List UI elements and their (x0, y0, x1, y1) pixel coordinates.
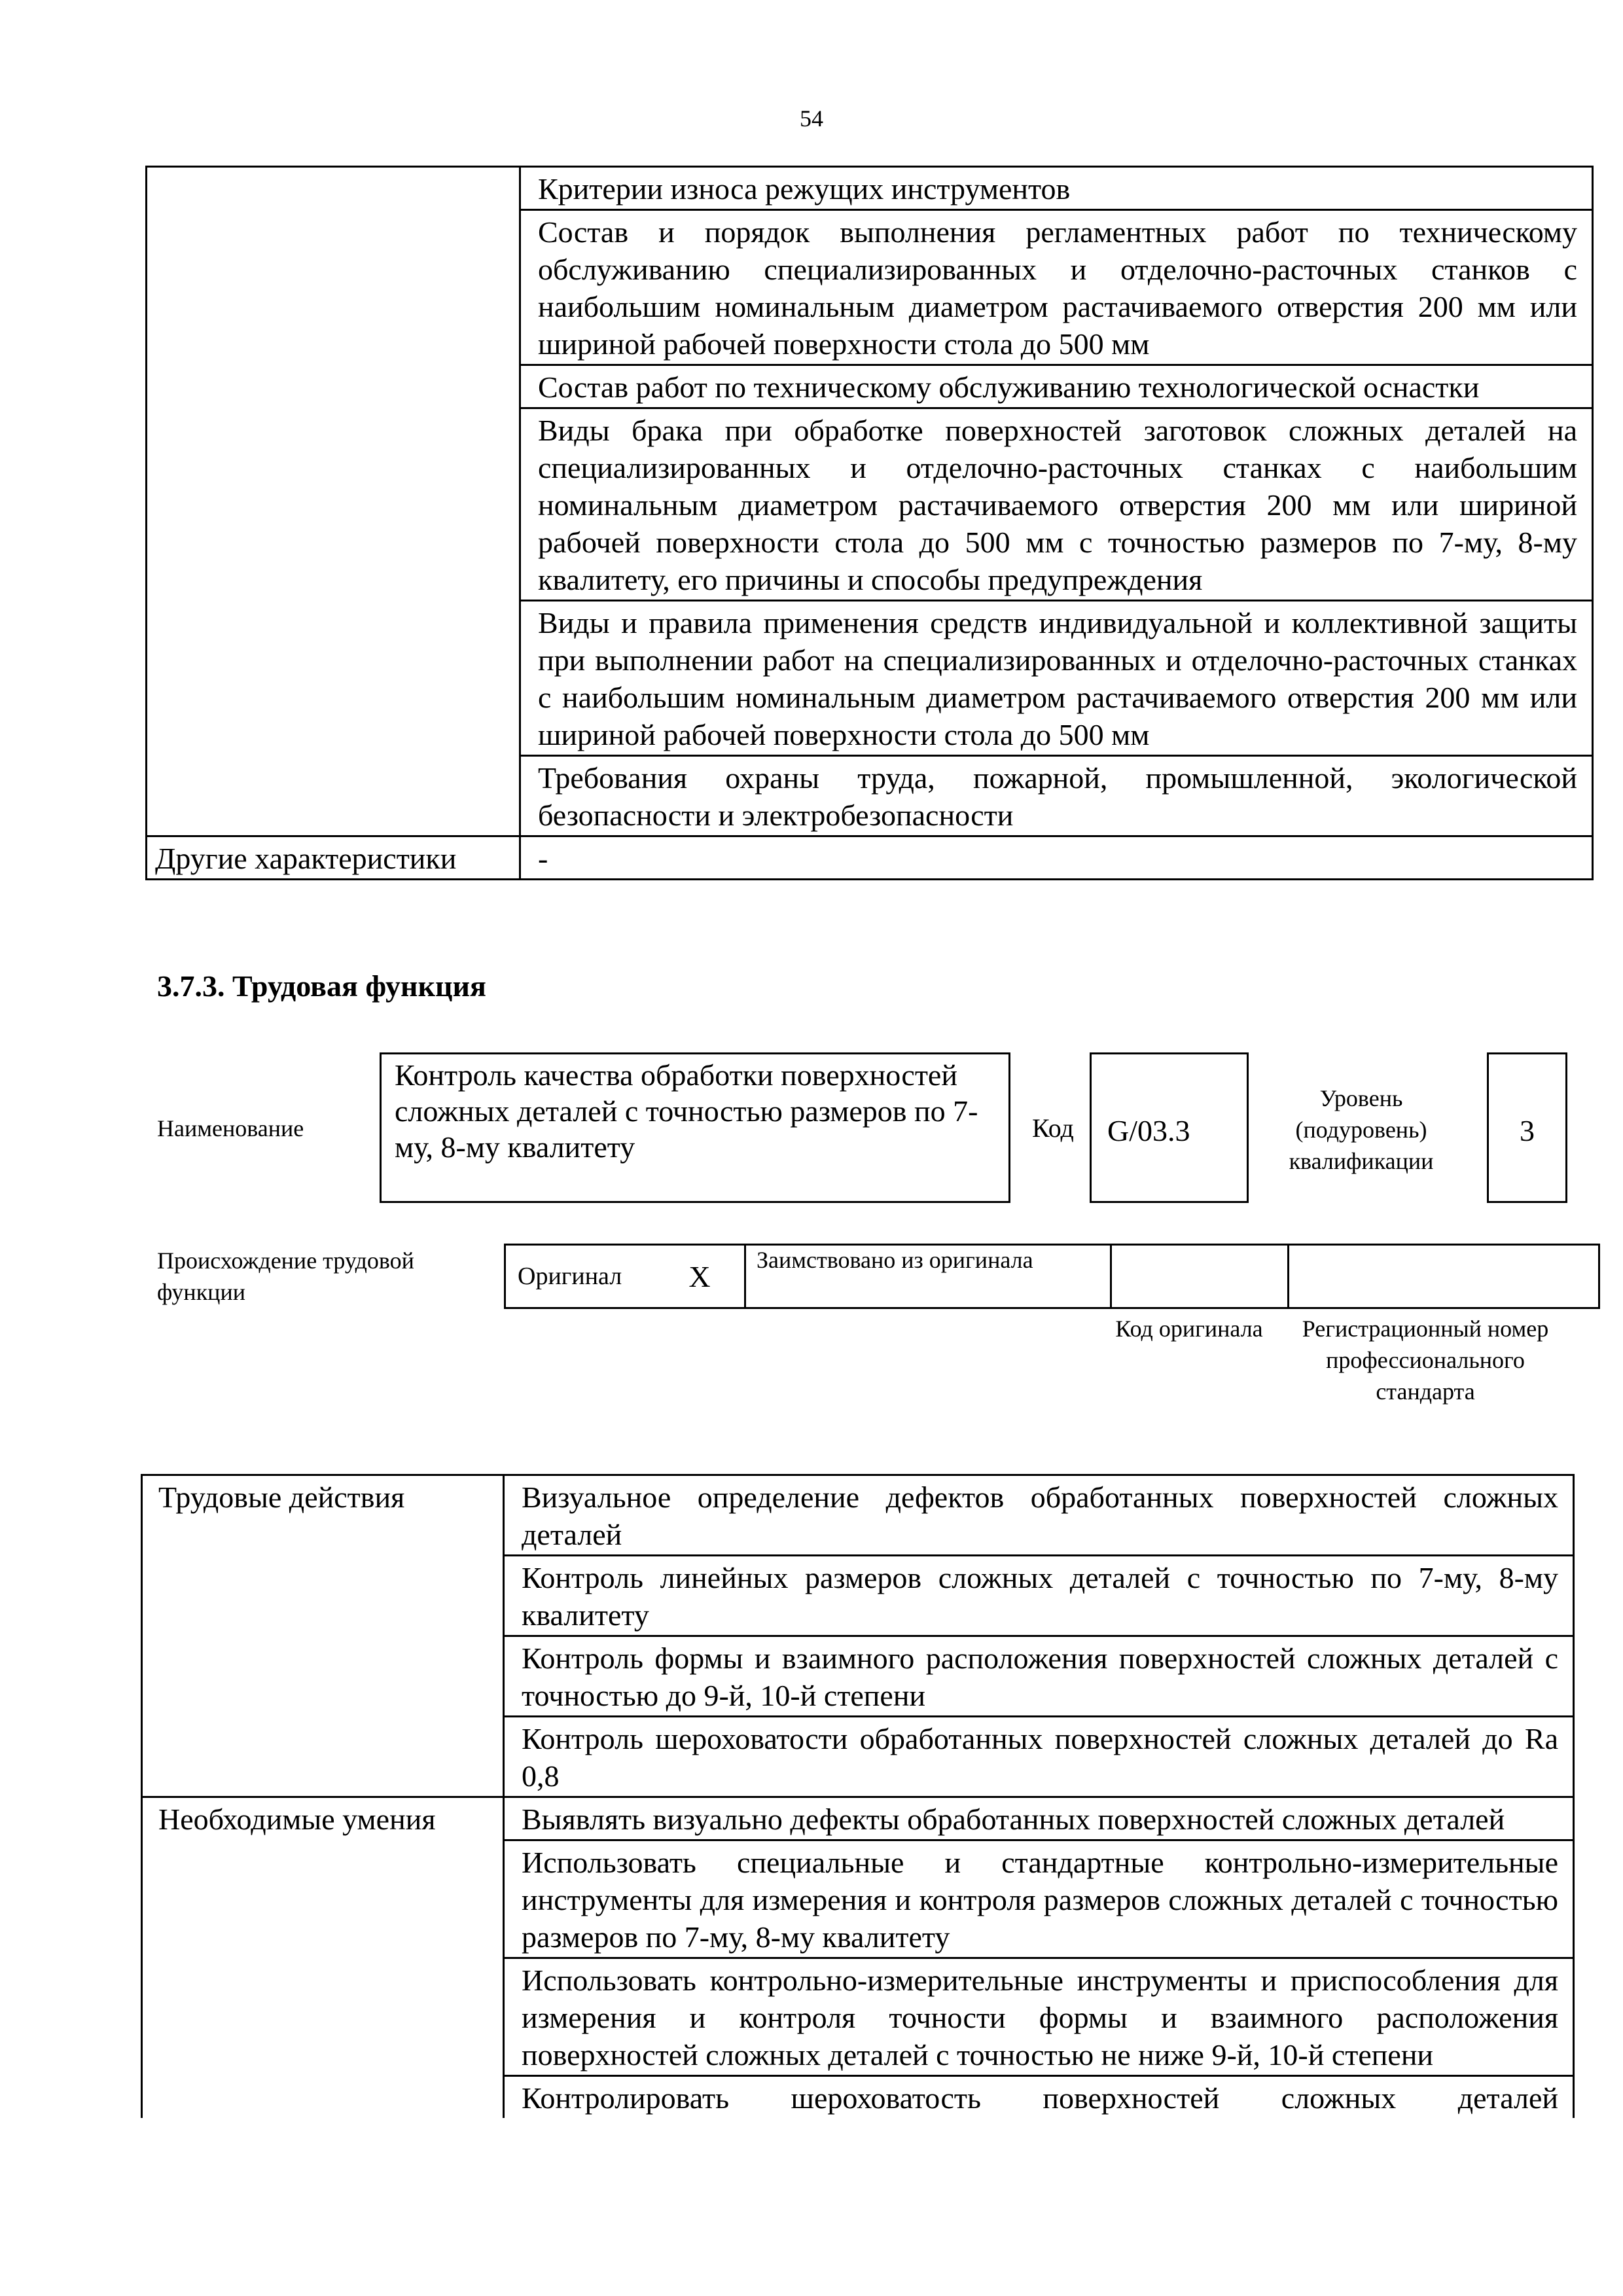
table-cell: Контроль формы и взаимного расположения поверхностей сложных деталей с точностью до 9-й, 10-й степени (504, 1636, 1574, 1717)
other-characteristics-label: Другие характеристики (147, 836, 520, 880)
origin-original-cell: Оригинал (505, 1245, 656, 1308)
empty-label-cell (147, 167, 520, 836)
table-cell: Выявлять визуально дефекты обработанных поверхностей сложных деталей (504, 1797, 1574, 1840)
original-code-caption: Код оригинала (1115, 1316, 1263, 1342)
function-name-box: Контроль качества обработки поверхностей сложных деталей с точностью размеров по 7-му, 8-му квалитету (380, 1052, 1010, 1203)
skills-label: Необходимые умения (142, 1797, 504, 2119)
table-row (147, 836, 1593, 880)
table-cell: Контролировать шероховатость поверхностей сложных деталей (504, 2076, 1574, 2119)
table-cell: Состав и порядок выполнения регламентных работ по техническому обслуживанию специализированных и отделочно-расточных станков с наибольшим номинальным диаметром растачиваемого отверстия 200 мм или шириной рабочей поверхности стола до 500 мм (520, 210, 1593, 365)
table-row (142, 1475, 1574, 1556)
labor-function-table (141, 1474, 1575, 2118)
name-label: Наименование (157, 1115, 304, 1141)
table-cell: Состав работ по техническому обслуживанию технологической оснастки (520, 365, 1593, 408)
registration-number-caption: Регистрационный номер профессионального стандарта (1302, 1316, 1549, 1405)
code-label: Код (1032, 1113, 1074, 1143)
table-row (142, 1797, 1574, 1840)
registration-number-cell (1289, 1245, 1599, 1308)
table-cell: Использовать специальные и стандартные контрольно-измерительные инструменты для измерения и контроля размеров сложных деталей с точностью размеров по 7-му, 8-му квалитету (504, 1840, 1574, 1958)
level-label: Уровень (подуровень) квалификации (1289, 1085, 1434, 1174)
origin-borrowed-cell: Заимствовано из оригинала (745, 1245, 1111, 1308)
table-cell: Контроль шероховатости обработанных поверхностей сложных деталей до Ra 0,8 (504, 1717, 1574, 1797)
origin-mark-cell: X (655, 1245, 745, 1308)
original-code-cell (1111, 1245, 1289, 1308)
function-code-box: G/03.3 (1090, 1052, 1249, 1203)
table-row (147, 167, 1593, 210)
table-cell: Требования охраны труда, пожарной, промышленной, экологической безопасности и электробезопасности (520, 756, 1593, 836)
table-cell: Использовать контрольно-измерительные инструменты и приспособления для измерения и контроля точности формы и взаимного расположения поверхностей сложных деталей с точностью не ниже 9-й, 10-й степени (504, 1958, 1574, 2076)
page-number: 54 (800, 105, 823, 132)
qualification-level-box: 3 (1487, 1052, 1567, 1203)
other-characteristics-value: - (520, 836, 1593, 880)
labor-actions-label: Трудовые действия (142, 1475, 504, 1797)
origin-label: Происхождение трудовой функции (157, 1247, 414, 1305)
origin-table (504, 1244, 1600, 1309)
section-heading: 3.7.3. Трудовая функция (157, 969, 486, 1003)
table-cell: Контроль линейных размеров сложных деталей с точностью по 7-му, 8-му квалитету (504, 1556, 1574, 1636)
table-cell: Визуальное определение дефектов обработанных поверхностей сложных деталей (504, 1475, 1574, 1556)
table-cell: Критерии износа режущих инструментов (520, 167, 1593, 210)
table-cell: Виды и правила применения средств индивидуальной и коллективной защиты при выполнении работ на специализированных и отделочно-расточных станках с наибольшим номинальным диаметром растачиваемого отверстия 200 мм или шириной рабочей поверхности стола до 500 мм (520, 601, 1593, 756)
knowledge-table (145, 166, 1594, 880)
table-cell: Виды брака при обработке поверхностей заготовок сложных деталей на специализированных и отделочно-расточных станках с наибольшим номинальным диаметром растачиваемого отверстия 200 мм или шириной рабочей поверхности стола до 500 мм с точностью размеров по 7-му, 8-му квалитету, его причины и способы предупреждения (520, 408, 1593, 601)
table-row (505, 1245, 1599, 1308)
